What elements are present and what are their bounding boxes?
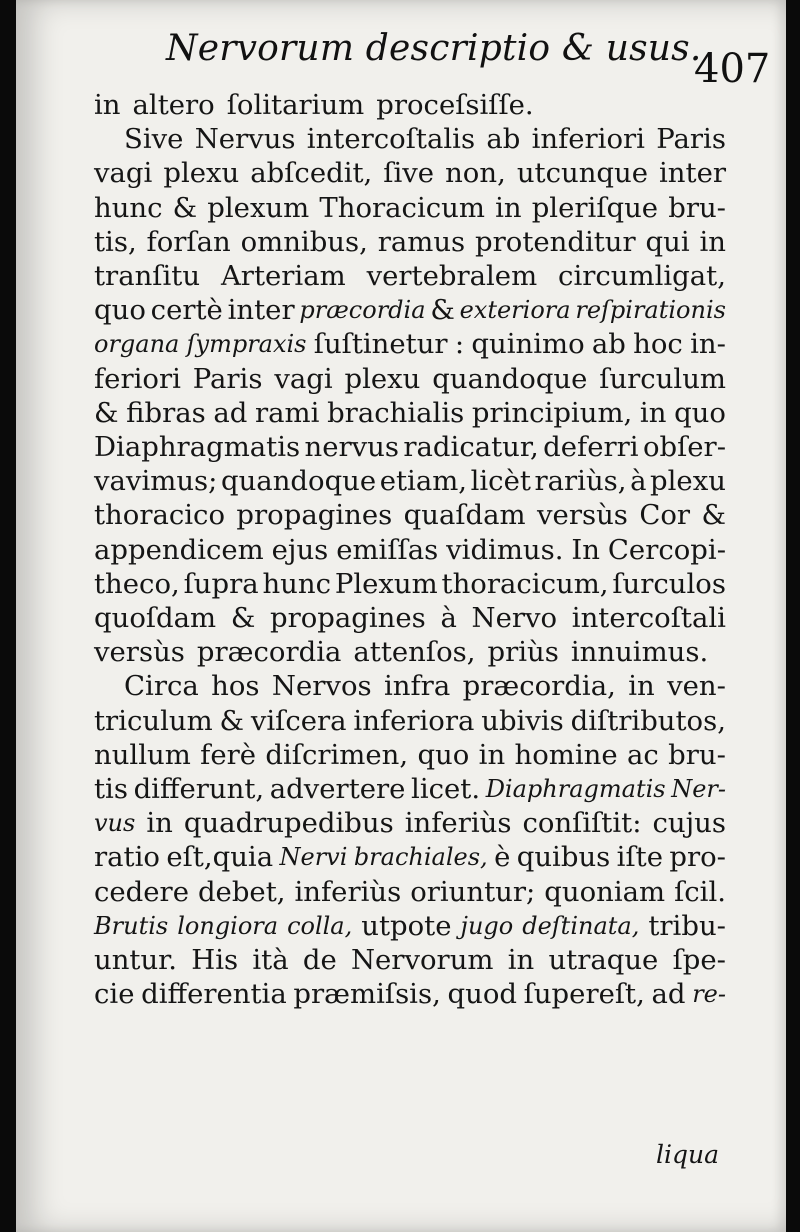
- word: ubivis: [481, 704, 564, 737]
- word: radicatur,: [403, 431, 539, 464]
- word: pro-: [669, 841, 726, 874]
- word: diſcrimen,: [265, 738, 409, 771]
- text-line: [94, 772, 726, 806]
- word: non,: [445, 157, 506, 190]
- word: quoſdam: [94, 602, 217, 635]
- word: ven-: [667, 670, 726, 703]
- word: rariùs,: [534, 465, 627, 498]
- running-header: Nervorum descriptio & usus.: [166, 28, 702, 69]
- word: licet.: [411, 773, 481, 806]
- word: cedere: [94, 875, 189, 908]
- word: circumligat,: [558, 260, 726, 293]
- word: debet,: [197, 875, 286, 908]
- word: quandoque: [432, 362, 588, 395]
- word: appendicem: [94, 533, 264, 566]
- word: intercoſtalis: [306, 123, 476, 156]
- word: jugo: [460, 911, 514, 940]
- word: Arteriam: [220, 260, 346, 293]
- word: brachialis: [327, 396, 465, 429]
- word: nervus: [304, 431, 400, 464]
- word: ratio: [94, 841, 160, 874]
- word: triculum: [94, 704, 213, 737]
- word: à: [630, 465, 647, 498]
- word: qui: [645, 225, 690, 258]
- word: vus: [94, 809, 136, 838]
- word: hoc: [633, 328, 683, 361]
- word: quo: [417, 738, 470, 771]
- word: inter: [659, 157, 726, 190]
- word: Ner-: [671, 775, 726, 804]
- catchword: liqua: [656, 1140, 720, 1169]
- word: hunc: [94, 191, 163, 224]
- text-line: [94, 88, 726, 122]
- text-line: [94, 122, 726, 156]
- word: utpote: [361, 909, 452, 942]
- text-line: [94, 704, 726, 738]
- word: inter: [227, 294, 295, 327]
- word: differentia: [141, 978, 287, 1011]
- word: organa: [94, 330, 180, 359]
- word: attenſos,: [353, 636, 476, 669]
- word: quo: [674, 396, 726, 429]
- text-line: [94, 669, 726, 703]
- word: re-: [692, 980, 726, 1009]
- word: brachiales,: [353, 843, 488, 872]
- word: cie: [94, 978, 135, 1011]
- word: Paris: [192, 362, 263, 395]
- word: nullum: [94, 738, 191, 771]
- word: in: [495, 191, 522, 224]
- word: plexu: [163, 157, 240, 190]
- word: tranſitu: [94, 260, 201, 293]
- word: ab: [486, 123, 521, 156]
- word: in-: [690, 328, 726, 361]
- word: &: [701, 499, 726, 532]
- word: Paris: [656, 123, 726, 156]
- word: proceſsiſſe.: [376, 89, 534, 121]
- word: propagines: [269, 602, 426, 635]
- word: vidimus.: [446, 533, 564, 566]
- word: :: [454, 328, 465, 361]
- text-line: [94, 259, 726, 293]
- text-line: [94, 464, 726, 498]
- text-line: [94, 327, 726, 361]
- text-line: [94, 533, 726, 567]
- word: abſcedit,: [250, 157, 373, 190]
- word: ab: [591, 328, 626, 361]
- word: de: [302, 944, 337, 977]
- word: Nervos: [271, 670, 372, 703]
- word: bru-: [668, 191, 726, 224]
- word: colla,: [287, 911, 353, 940]
- word: præcordia,: [462, 670, 616, 703]
- text-line: [94, 875, 726, 909]
- word: à: [440, 602, 457, 635]
- word: Sive: [124, 123, 184, 156]
- text-line: [94, 909, 726, 943]
- word: licèt: [470, 465, 531, 498]
- word: certè: [150, 294, 223, 327]
- word: Thoracicum: [319, 191, 485, 224]
- word: versùs: [537, 499, 628, 532]
- word: ſcil.: [674, 875, 726, 908]
- text-line: [94, 806, 726, 840]
- word: præcordia: [299, 296, 426, 325]
- word: quod: [447, 978, 517, 1011]
- word: inferiora: [353, 704, 475, 737]
- word: in: [699, 225, 726, 258]
- word: bru-: [668, 738, 726, 771]
- word: untur.: [94, 944, 178, 977]
- text-line: [94, 225, 726, 259]
- word: cujus: [652, 807, 726, 840]
- word: quandoque: [220, 465, 377, 498]
- word: theco,: [94, 567, 180, 600]
- word: in: [94, 89, 121, 121]
- word: vagi: [94, 157, 153, 190]
- word: advertere: [269, 773, 406, 806]
- word: pleriſque: [531, 191, 659, 224]
- word: hos: [211, 670, 260, 703]
- word: ſupereſt,: [523, 978, 645, 1011]
- word: ità: [252, 944, 289, 977]
- word: rami: [255, 396, 320, 429]
- word: obſer-: [642, 431, 726, 464]
- word: &: [94, 396, 119, 429]
- word: protenditur: [475, 225, 636, 258]
- word: quaſdam: [403, 499, 526, 532]
- word: Circa: [124, 670, 199, 703]
- word: in: [639, 396, 667, 429]
- word: iſte: [616, 841, 663, 874]
- word: in: [478, 738, 506, 771]
- text-line: [94, 396, 726, 430]
- word: ſive: [383, 157, 435, 190]
- word: Nervi: [279, 843, 348, 872]
- word: ad: [651, 978, 686, 1011]
- word: intercoſtali: [571, 602, 726, 635]
- word: His: [191, 944, 239, 977]
- word: thoracico: [94, 499, 226, 532]
- text-line: [94, 293, 726, 327]
- word: ſympraxis: [186, 330, 307, 359]
- word: innuimus.: [570, 636, 709, 669]
- word: præmiſsis,: [293, 978, 441, 1011]
- word: quinimo: [471, 328, 585, 361]
- word: utraque: [548, 944, 659, 977]
- word: ſpe-: [672, 944, 726, 977]
- word: Nervo: [471, 602, 558, 635]
- word: ſurculum: [599, 362, 726, 395]
- text-line: [94, 977, 726, 1011]
- word: oriuntur;: [410, 875, 536, 908]
- word: tis: [94, 773, 128, 806]
- word: emiſſas: [336, 533, 439, 566]
- word: plexu: [650, 465, 726, 498]
- word: versùs: [94, 636, 185, 669]
- text-line: [94, 567, 726, 601]
- word: Diaphragmatis: [485, 775, 666, 804]
- word: quibus: [516, 841, 611, 874]
- word: hunc: [262, 567, 331, 600]
- word: ramus: [377, 225, 466, 258]
- word: vagi: [274, 362, 333, 395]
- word: ſuſtinetur: [313, 328, 448, 361]
- word: homine: [514, 738, 618, 771]
- word: eſt,quia: [166, 841, 274, 874]
- word: in: [146, 807, 173, 840]
- word: forſan: [146, 225, 231, 258]
- word: præcordia: [196, 636, 342, 669]
- word: thoracicum,: [441, 567, 609, 600]
- word: quoniam: [544, 875, 666, 908]
- body-text: [94, 88, 726, 1011]
- text-line: [94, 362, 726, 396]
- word: conſiſtit:: [522, 807, 642, 840]
- word: quadrupedibus: [183, 807, 394, 840]
- word: diſtributos,: [570, 704, 726, 737]
- word: Brutis: [94, 911, 169, 940]
- word: in: [628, 670, 655, 703]
- word: &: [172, 191, 198, 224]
- word: è: [494, 841, 511, 874]
- page-number: 407: [694, 46, 771, 92]
- word: infra: [383, 670, 451, 703]
- word: ſupra: [183, 567, 259, 600]
- word: deſtinata,: [522, 911, 640, 940]
- word: vertebralem: [366, 260, 538, 293]
- word: priùs: [487, 636, 559, 669]
- word: Nervorum: [350, 944, 494, 977]
- word: fibras: [126, 396, 206, 429]
- word: utcunque: [516, 157, 649, 190]
- word: longiora: [177, 911, 279, 940]
- word: Nervus: [194, 123, 296, 156]
- word: plexum: [207, 191, 310, 224]
- word: Diaphragmatis: [94, 431, 301, 464]
- word: ſurculos: [612, 567, 726, 600]
- word: feriori: [94, 362, 181, 395]
- word: In: [571, 533, 600, 566]
- word: tribu-: [648, 909, 726, 942]
- word: Plexum: [334, 567, 438, 600]
- word: ad: [213, 396, 248, 429]
- book-page: [16, 0, 786, 1232]
- word: omnibus,: [240, 225, 368, 258]
- word: &: [430, 294, 455, 327]
- text-line: [94, 943, 726, 977]
- word: ferè: [200, 738, 257, 771]
- text-line: [94, 498, 726, 532]
- word: exteriora: [459, 296, 571, 325]
- text-line: [94, 601, 726, 635]
- word: deferri: [543, 431, 639, 464]
- word: &: [219, 704, 245, 737]
- word: inferiùs: [294, 875, 402, 908]
- word: principium,: [471, 396, 633, 429]
- word: inferiùs: [404, 807, 512, 840]
- word: Cercopi-: [607, 533, 726, 566]
- word: in: [507, 944, 535, 977]
- word: etiam,: [379, 465, 468, 498]
- word: quo: [94, 294, 146, 327]
- word: viſcera: [250, 704, 347, 737]
- word: altero: [132, 89, 215, 121]
- word: &: [230, 602, 256, 635]
- word: vavimus;: [94, 465, 218, 498]
- text-line: [94, 635, 726, 669]
- text-line: [94, 430, 726, 464]
- word: reſpirationis: [575, 296, 726, 325]
- word: differunt,: [133, 773, 265, 806]
- text-line: [94, 156, 726, 190]
- word: Cor: [639, 499, 691, 532]
- word: plexu: [344, 362, 421, 395]
- text-line: [94, 840, 726, 874]
- word: propagines: [236, 499, 393, 532]
- word: ac: [627, 738, 659, 771]
- word: tis,: [94, 225, 137, 258]
- text-line: [94, 738, 726, 772]
- word: ejus: [271, 533, 329, 566]
- text-line: [94, 191, 726, 225]
- word: inferiori: [531, 123, 645, 156]
- word: ſolitarium: [226, 89, 365, 121]
